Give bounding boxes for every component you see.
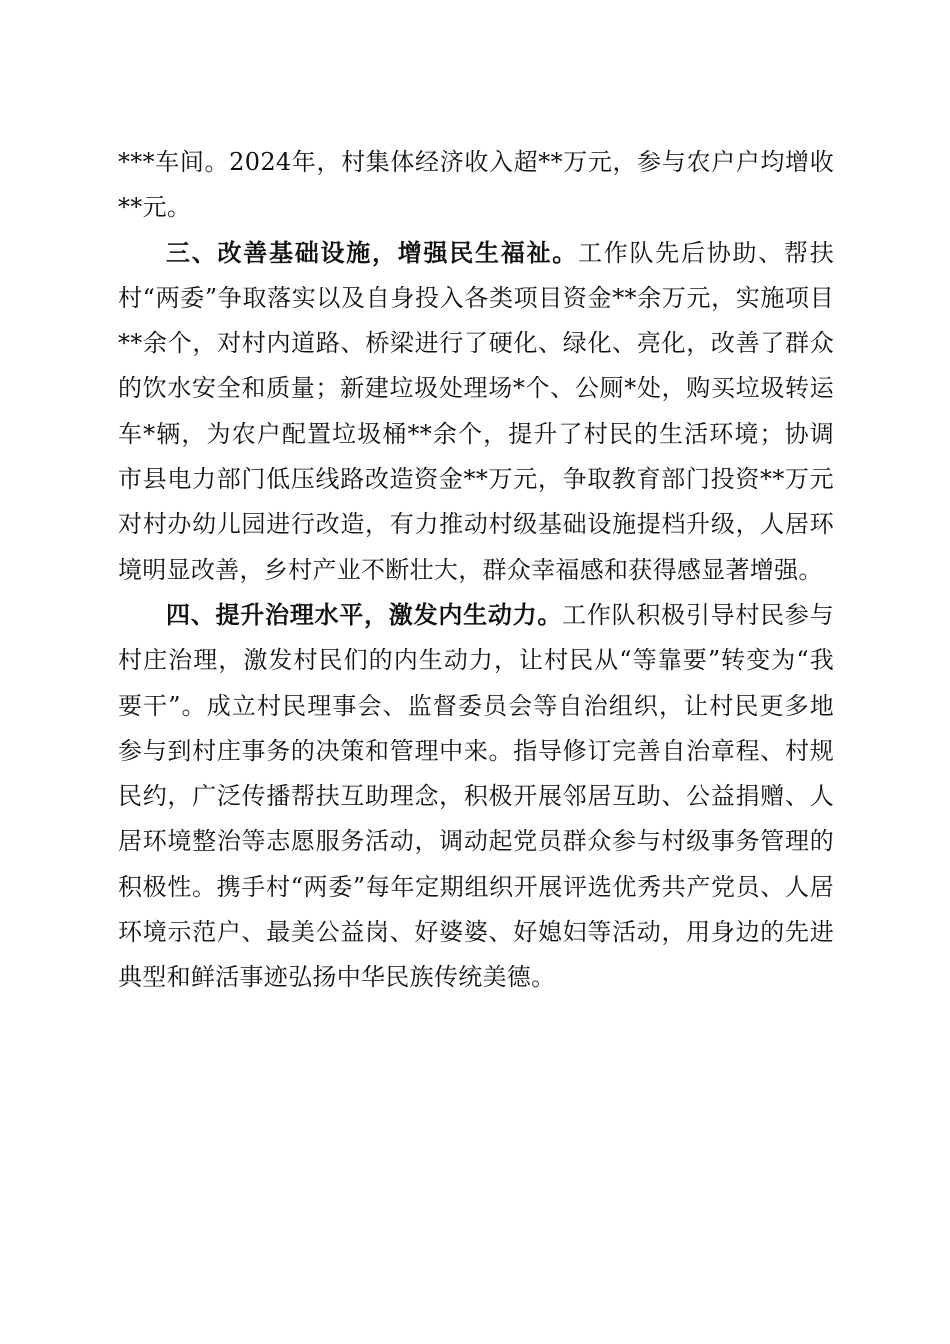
paragraph-infrastructure xyxy=(118,231,834,593)
paragraph-body: 工作队积极引导村民参与村庄治理，激发村民们的内生动力，让村民从“等靠要”转变为“我要干”。成立村民理事会、监督委员会等自治组织，让村民更多地参与到村庄事务的决策和管理中来。指导修订完善自治章程、村规民约，广泛传播帮扶互助理念，积极开展邻居互助、公益捐赠、人居环境整治等志愿服务活动，调动起党员群众参与村级事务管理的积极性。携手村“两委”每年定期组织开展评选优秀共产党员、人居环境示范户、最美公益岗、好婆婆、好媳妇等活动，用身边的先进典型和鲜活事迹弘扬中华民族传统美德。 xyxy=(118,600,834,992)
section-heading: 三、改善基础设施，增强民生福祉。 xyxy=(166,238,578,267)
section-heading: 四、提升治理水平，激发内生动力。 xyxy=(166,600,563,629)
paragraph-governance xyxy=(118,593,834,1001)
paragraph-continuation xyxy=(118,140,834,231)
document-body xyxy=(118,140,834,1001)
paragraph-body: ***车间。2024年，村集体经济收入超**万元，参与农户户均增收**元。 xyxy=(118,148,834,222)
paragraph-body: 工作队先后协助、帮扶村“两委”争取落实以及自身投入各类项目资金**余万元，实施项目**余个，对村内道路、桥梁进行了硬化、绿化、亮化，改善了群众的饮水安全和质量；新建垃圾处理场*个、公厕*处，购买垃圾转运车*辆，为农户配置垃圾桶**余个，提升了村民的生活环境；协调市县电力部门低压线路改造资金**万元，争取教育部门投资**万元对村办幼儿园进行改造，有力推动村级基础设施提档升级，人居环境明显改善，乡村产业不断壮大，群众幸福感和获得感显著增强。 xyxy=(118,238,834,584)
